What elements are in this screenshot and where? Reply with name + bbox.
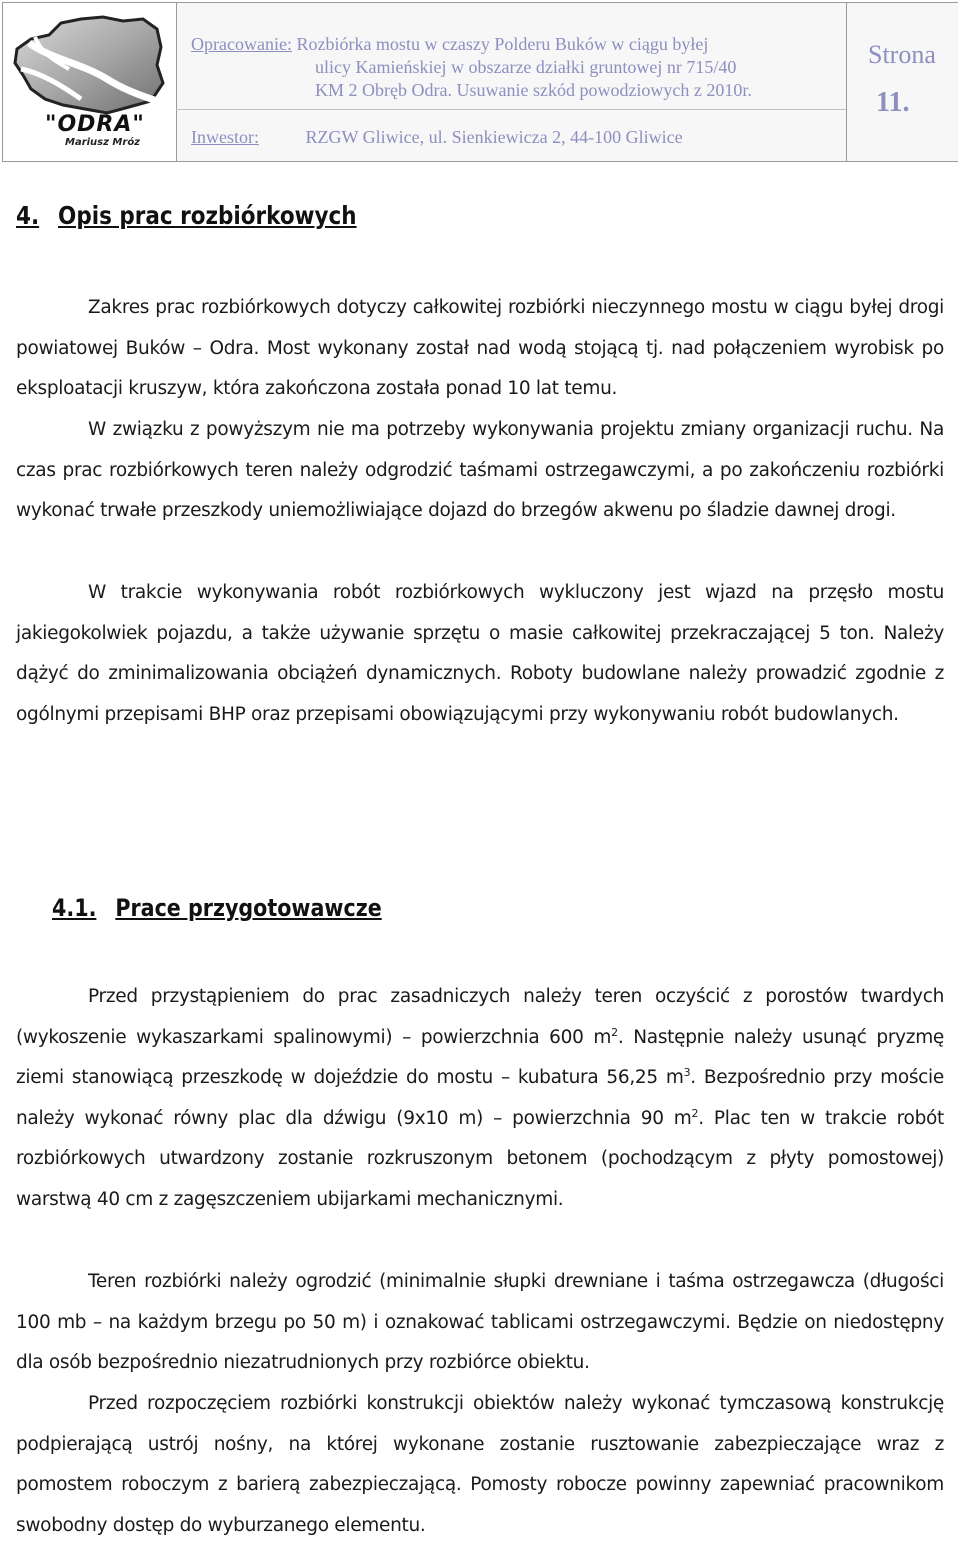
subsection-heading (52, 890, 382, 926)
section-number: 4. (16, 201, 40, 230)
superscript: 3 (683, 1066, 691, 1080)
header-row-separator (176, 109, 846, 110)
text-run: . Bezpośrednio przy moście należy wykonać równy plac dla dźwigu (9x10 m) – powierzchnia 90 m (16, 1067, 944, 1129)
page-number: 11. (876, 87, 910, 118)
project-label: Opracowanie: (191, 34, 292, 54)
paragraph: Przed rozpoczęciem rozbiórki konstrukcji obiektów należy wykonać tymczasową konstrukcję podpierającą ustrój nośny, na której wykonane zostanie rusztowanie zabezpieczające wraz z pomostem roboczym z barierą zabezpieczającą. Pomosty robocze powinny zapewniać pracownikom swobodny dostęp do wyburzanego elementu. (16, 1393, 944, 1536)
superscript: 2 (611, 1025, 618, 1039)
paragraph: W związku z powyższym nie ma potrzeby wykonywania projektu zmiany organizacji ruchu. Na czas prac rozbiórkowych teren należy odgrodzić taśmami ostrzegawczymi, a po zakończeniu rozbiórki wykonać trwałe przeszkody uniemożliwiające dojazd do brzegów akwenu po śladzie dawnej drogi. (16, 419, 944, 522)
text-run: Przed przystąpieniem do prac zasadniczych należy teren oczyścić z porostów twardych (wykoszenie wykaszarkami spalinowymi) – powierzchnia 600 m (16, 986, 944, 1048)
section-title: Opis prac rozbiórkowych (58, 201, 357, 230)
project-text-1: Rozbiórka mostu w czaszy Polderu Buków w ciągu byłej (296, 34, 709, 54)
paragraph (16, 977, 944, 1221)
paragraph: Zakres prac rozbiórkowych dotyczy całkowitej rozbiórki nieczynnego mostu w ciągu byłej drogi powiatowej Buków – Odra. Most wykonany został nad wodą stojącą tj. nad połączeniem wyrobisk po eksploatacji kruszyw, która zakończona została ponad 10 lat temu. (16, 297, 944, 400)
superscript: 2 (691, 1106, 699, 1120)
header-investor-line (191, 126, 683, 148)
investor-value: RZGW Gliwice, ul. Sienkiewicza 2, 44-100 Gliwice (305, 127, 683, 147)
header-project-line-1 (191, 33, 708, 55)
project-text-2: ulicy Kamieńskiej w obszarze działki gruntowej nr 715/40 (315, 57, 737, 77)
text-run: . Następnie należy usunąć pryzmę ziemi stanowiącą przeszkodę w dojeździe do mostu – kubatura 56,25 m (16, 1026, 944, 1089)
paragraph: Teren rozbiórki należy ogrodzić (minimalnie słupki drewniane i taśma ostrzegawcza (długości 100 mb – na każdym brzegu po 50 m) i oznakować tablicami ostrzegawczymi. Będzie on niedostępny dla osób bezpośrednio niezatrudnionych przy rozbiórce obiektu. (16, 1271, 944, 1374)
section-heading (16, 198, 357, 234)
logo-text: "ODRA" (45, 112, 145, 137)
project-text-3: KM 2 Obręb Odra. Usuwanie szkód powodziowych z 2010r. (315, 80, 752, 100)
page-label: Strona (868, 40, 936, 69)
paragraph: W trakcie wykonywania robót rozbiórkowych wykluczony jest wjazd na przęsło mostu jakiegokolwiek pojazdu, a także używanie sprzętu o masie całkowitej przekraczającej 5 ton. Należy dążyć do zminimalizowania obciążeń dynamicznych. Roboty budowlane należy prowadzić zgodnie z ogólnymi przepisami BHP oraz przepisami obowiązującymi przy wykonywaniu robót budowlanych. (16, 582, 944, 725)
page-number-cell (846, 3, 958, 161)
investor-label: Inwestor: (191, 127, 259, 147)
poland-map-logo-icon (11, 9, 169, 119)
subsection-title: Prace przygotowawcze (115, 894, 382, 922)
subsection-number: 4.1. (52, 894, 97, 922)
logo-subtext: Mariusz Mróz (65, 137, 141, 148)
logo-cell (3, 3, 177, 161)
document-header (2, 2, 958, 162)
text-run: . Plac ten w trakcie robót rozbiórkowych utwardzony zostanie rozkruszonym betonem (pochodzącym z płyty pomostowej) warstwą 40 cm z zagęszczeniem ubijarkami mechanicznymi. (16, 1107, 944, 1210)
